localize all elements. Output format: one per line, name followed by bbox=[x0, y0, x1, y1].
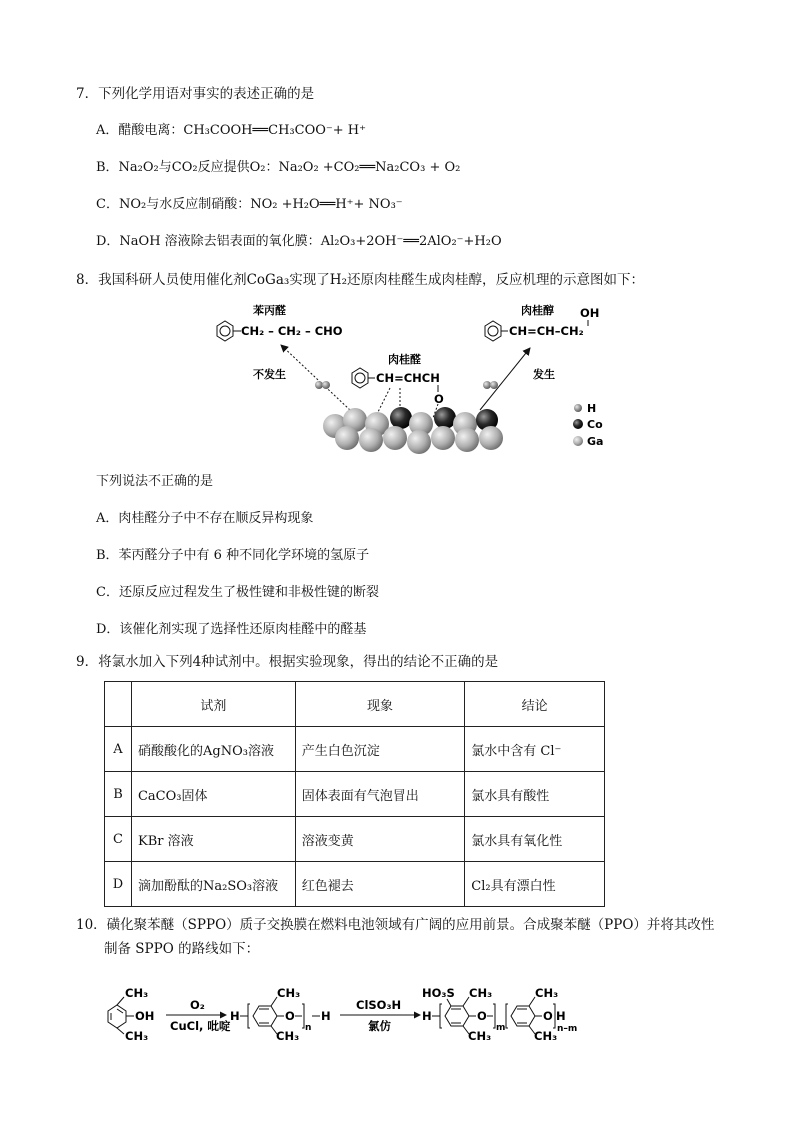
table-header-cell: 试剂 bbox=[131, 682, 295, 727]
ppo-oxygen: O bbox=[285, 1009, 295, 1023]
table-row bbox=[105, 817, 605, 862]
left-arrow-label: 不发生 bbox=[253, 368, 286, 381]
sppo-oxygen-1: O bbox=[477, 1009, 487, 1023]
table-cell: 固体表面有气泡冒出 bbox=[295, 772, 465, 817]
monomer-ch3-bottom: CH₃ bbox=[125, 1029, 149, 1043]
table-cell: 硝酸酸化的AgNO₃溶液 bbox=[131, 727, 295, 772]
sppo-h-left: H bbox=[422, 1009, 432, 1023]
h2-atom bbox=[490, 381, 498, 389]
ppo-ch3-bottom: CH₃ bbox=[276, 1029, 300, 1043]
q9-stem: 9．将氯水加入下列4种试剂中。根据实验现象，得出的结论不正确的是 bbox=[76, 654, 499, 670]
right-product-oh: OH bbox=[580, 306, 600, 320]
table-cell: 氯水中含有 Cl⁻ bbox=[465, 727, 605, 772]
table-cell: 红色褪去 bbox=[295, 862, 465, 907]
table-cell: Cl₂具有漂白性 bbox=[465, 862, 605, 907]
legend-co: Co bbox=[587, 418, 603, 431]
ppo-h-right: H bbox=[321, 1009, 331, 1023]
q8-option-d: D．该催化剂实现了选择性还原肉桂醛中的醛基 bbox=[96, 622, 367, 637]
table-header-row bbox=[105, 682, 605, 727]
table-cell: D bbox=[105, 862, 132, 907]
q8-stem: 8．我国科研人员使用催化剂CoGa₃实现了H₂还原肉桂醛生成肉桂醇，反应机理的示意图如下： bbox=[76, 272, 644, 288]
sppo-oxygen-2: O bbox=[543, 1009, 553, 1023]
legend-ga: Ga bbox=[587, 435, 604, 448]
table-cell: 产生白色沉淀 bbox=[295, 727, 465, 772]
sppo-ch3-top-1: CH₃ bbox=[469, 986, 493, 1000]
center-molecule-oxygen: O bbox=[434, 392, 444, 406]
reagent1-bottom: CuCl, 吡啶 bbox=[170, 1019, 231, 1033]
q8-sub-stem: 下列说法不正确的是 bbox=[96, 474, 214, 489]
h2-atom bbox=[315, 381, 323, 389]
right-arrow-label: 发生 bbox=[533, 368, 555, 381]
q10-stem-line1: 10．磺化聚苯醚（SPPO）质子交换膜在燃料电池领域有广阔的应用前景。合成聚苯醚（PPO）并将其改性 bbox=[76, 917, 715, 933]
left-product-formula: CH₂ – CH₂ – CHO bbox=[241, 324, 343, 338]
h2-atom bbox=[322, 381, 330, 389]
table-header-cell bbox=[105, 682, 132, 727]
table-cell: 氯水具有酸性 bbox=[465, 772, 605, 817]
monomer-oh: OH bbox=[135, 1009, 155, 1023]
q7-option-b-label: B．Na₂O₂与CO₂反应提供O₂： bbox=[96, 160, 279, 175]
h2-atom bbox=[483, 381, 491, 389]
q8-option-a: A．肉桂醛分子中不存在顺反异构现象 bbox=[96, 511, 314, 526]
sppo-ho3s: HO₃S bbox=[422, 986, 455, 1000]
q7-option-a-label: A．醋酸电离： bbox=[96, 123, 184, 138]
sppo-h-end: H bbox=[556, 1009, 566, 1023]
sppo-nm-subscript: n–m bbox=[557, 1024, 578, 1034]
monomer-ch3-top: CH₃ bbox=[125, 986, 149, 1000]
sppo-ch3-bottom-2: CH₃ bbox=[534, 1029, 558, 1043]
center-molecule-name: 肉桂醛 bbox=[388, 353, 421, 366]
table-cell: CaCO₃固体 bbox=[131, 772, 295, 817]
q10-stem-line2: 制备 SPPO 的路线如下： bbox=[104, 941, 260, 957]
table-cell: 滴加酚酞的Na₂SO₃溶液 bbox=[131, 862, 295, 907]
sppo-ch3-top-2: CH₃ bbox=[535, 986, 559, 1000]
table-cell: KBr 溶液 bbox=[131, 817, 295, 862]
q10-reaction-scheme bbox=[100, 978, 620, 1048]
table-header-cell: 现象 bbox=[295, 682, 465, 727]
right-product-formula: CH=CH–CH₂ bbox=[509, 324, 584, 338]
table-cell: 溶液变黄 bbox=[295, 817, 465, 862]
reagent2-top: ClSO₃H bbox=[356, 998, 402, 1012]
table-cell: A bbox=[105, 727, 132, 772]
table-row bbox=[105, 772, 605, 817]
q7-option-c-text: NO₂ +H₂O══H⁺+ NO₃⁻ bbox=[250, 197, 403, 212]
table-row bbox=[105, 727, 605, 772]
q7-option-b bbox=[96, 156, 460, 175]
q7-option-a bbox=[96, 119, 366, 138]
catalyst-surface bbox=[323, 407, 503, 454]
q7-option-c-label: C．NO₂与水反应制硝酸： bbox=[96, 197, 251, 212]
q7-option-c bbox=[96, 193, 403, 212]
benzene-ring-center bbox=[352, 368, 368, 388]
q7-option-a-text: CH₃COOH══CH₃COO⁻+ H⁺ bbox=[183, 123, 366, 138]
center-molecule-formula: CH=CHCH bbox=[376, 371, 440, 385]
q8-option-c: C．还原反应过程发生了极性键和非极性键的断裂 bbox=[96, 585, 379, 600]
q8-mechanism-figure bbox=[195, 300, 625, 460]
q7-option-d-label: D．NaOH 溶液除去铝表面的氧化膜： bbox=[96, 234, 321, 249]
sppo-m-subscript: m bbox=[496, 1023, 506, 1033]
benzene-ring-right bbox=[485, 321, 501, 341]
table-cell: C bbox=[105, 817, 132, 862]
benzene-ring-left bbox=[217, 321, 233, 341]
reagent1-top: O₂ bbox=[190, 998, 205, 1012]
q8-option-b: B．苯丙醛分子中有 6 种不同化学环境的氢原子 bbox=[96, 548, 370, 563]
sppo-ch3-bottom-1: CH₃ bbox=[468, 1029, 492, 1043]
q7-stem: 7．下列化学用语对事实的表述正确的是 bbox=[76, 86, 315, 102]
table-cell: 氯水具有氧化性 bbox=[465, 817, 605, 862]
reagent2-bottom: 氯仿 bbox=[368, 1019, 391, 1033]
q7-option-d bbox=[96, 230, 502, 249]
q7-option-d-text: Al₂O₃+2OH⁻══2AlO₂⁻+H₂O bbox=[320, 234, 502, 249]
right-product-name: 肉桂醇 bbox=[521, 304, 554, 317]
table-row bbox=[105, 862, 605, 907]
q7-option-b-text: Na₂O₂ +CO₂══Na₂CO₃ + O₂ bbox=[278, 160, 461, 175]
ppo-h-left: H bbox=[230, 1009, 240, 1023]
ppo-ch3-top: CH₃ bbox=[277, 986, 301, 1000]
table-cell: B bbox=[105, 772, 132, 817]
ppo-n-subscript: n bbox=[305, 1023, 312, 1033]
legend-h: H bbox=[587, 402, 597, 415]
legend bbox=[573, 402, 603, 448]
left-product-name: 苯丙醛 bbox=[253, 304, 286, 317]
q9-table bbox=[104, 681, 605, 907]
table-header-cell: 结论 bbox=[465, 682, 605, 727]
